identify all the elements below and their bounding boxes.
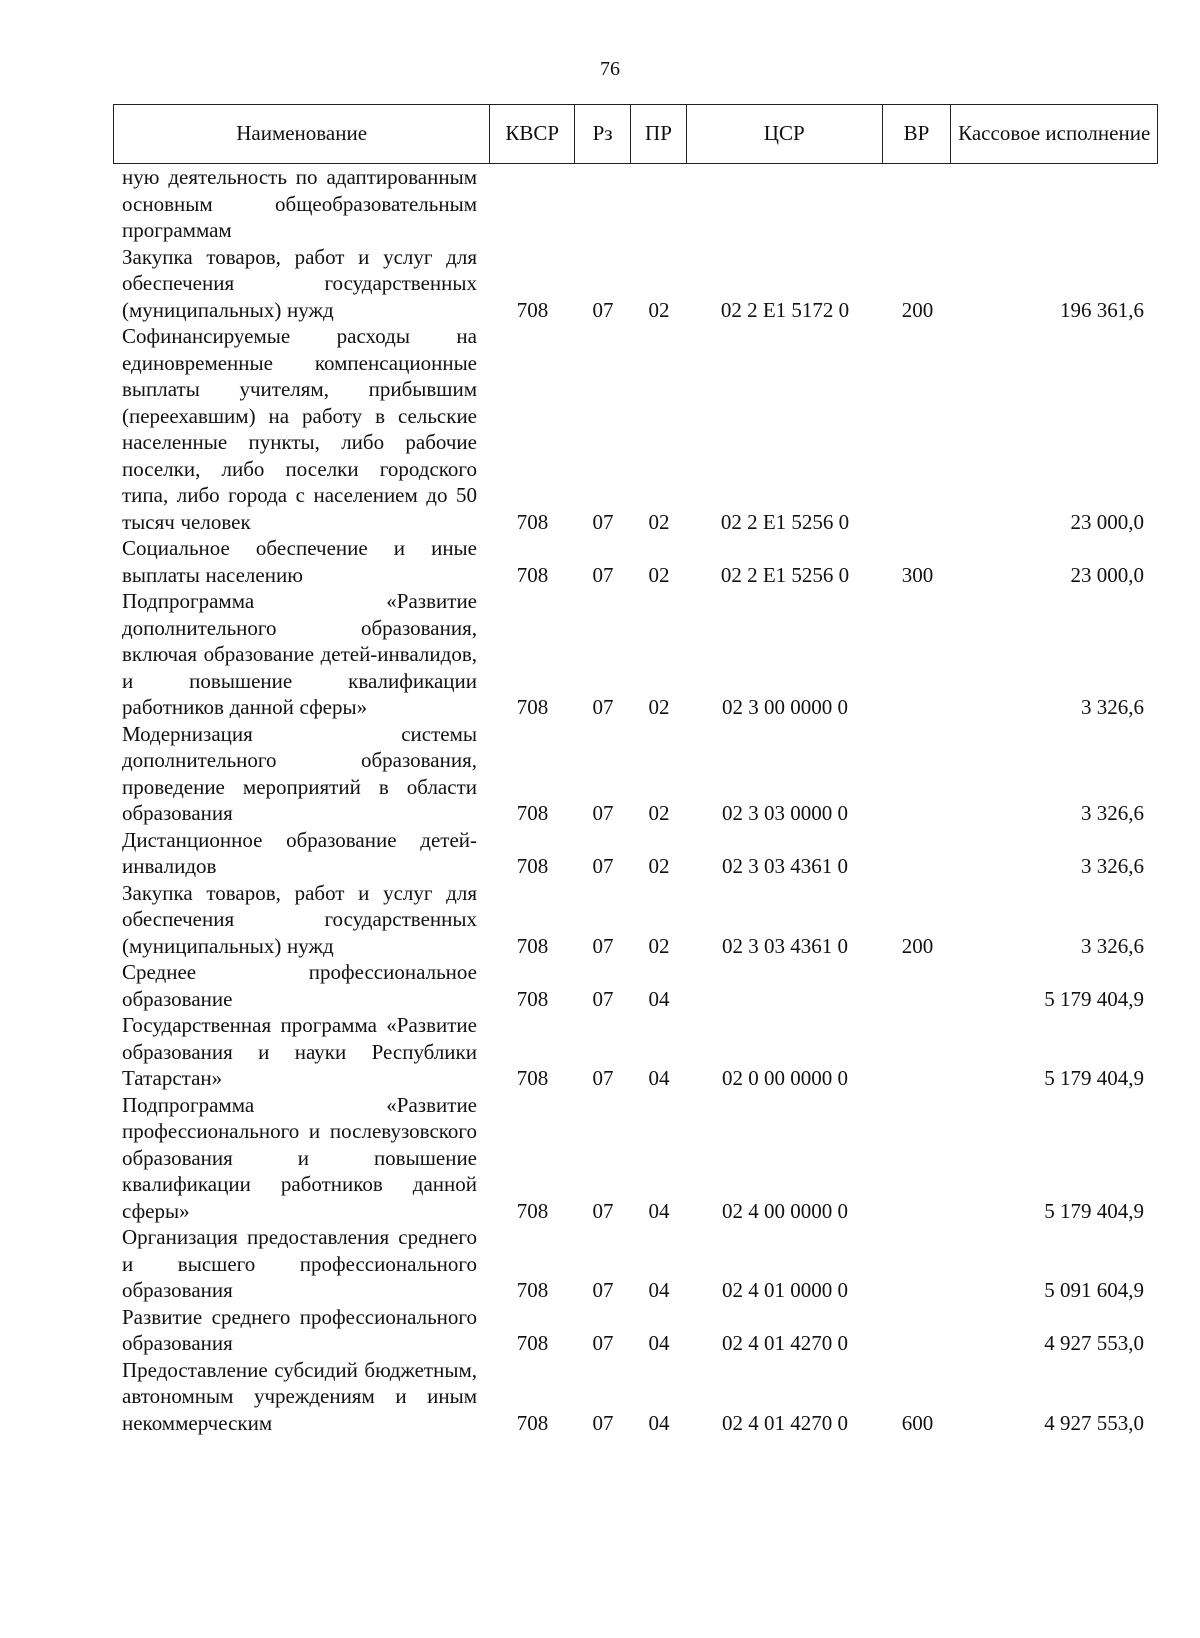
cell-pr: 04 [648,986,670,1011]
table-row [113,1224,1158,1304]
cell-kvsr: 708 [516,933,549,958]
cell-name: Организация предоставления среднего и высшего профессионального образования [122,1225,477,1302]
cell-sum: 3 326,6 [1081,854,1144,878]
table-row [113,1092,1158,1225]
cell-csr: 02 4 00 0000 0 [722,1198,848,1223]
cell-name: Среднее профессиональное образование [122,960,477,1011]
cell-pr: 04 [648,1410,670,1435]
cell-kvsr: 708 [516,297,549,322]
cell-sum: 23 000,0 [1070,562,1144,587]
table-header [113,104,1158,164]
cell-vr: 300 [901,562,934,587]
table-row [113,880,1158,960]
header-rz: Рз [575,105,631,163]
header-sum: Кассовое исполнение [958,121,1151,146]
header-pr: ПР [631,105,687,163]
cell-sum: 4 927 553,0 [1044,1331,1144,1355]
cell-sum: 3 326,6 [1081,933,1144,958]
table-row [113,959,1158,1012]
cell-vr: 600 [901,1410,934,1435]
cell-kvsr: 708 [516,1331,549,1355]
table-row [113,827,1158,880]
cell-rz: 07 [592,933,614,958]
cell-name: ную деятельность по адаптированным основным общеобразовательным программам [122,165,477,242]
cell-vr: 200 [901,297,934,322]
cell-csr: 02 3 03 0000 0 [722,801,848,825]
cell-kvsr: 708 [516,562,549,587]
table-body [113,164,1158,1436]
cell-sum: 23 000,0 [1070,509,1144,534]
cell-rz: 07 [592,1278,614,1302]
cell-pr: 02 [648,509,670,534]
cell-sum: 3 326,6 [1081,695,1144,719]
header-name: Наименование [114,105,490,163]
cell-sum: 5 179 404,9 [1044,1198,1144,1223]
cell-csr: 02 2 Е1 5172 0 [720,297,850,322]
cell-kvsr: 708 [516,1198,549,1223]
header-kvsr: КВСР [490,105,575,163]
cell-csr: 02 4 01 4270 0 [722,1410,848,1435]
cell-kvsr: 708 [516,1066,549,1090]
cell-name: Государственная программа «Развитие образования и науки Республики Татарстан» [122,1013,477,1090]
cell-rz: 07 [592,297,614,322]
cell-rz: 07 [592,1066,614,1090]
cell-name: Закупка товаров, работ и услуг для обеспечения государственных (муниципальных) нужд [122,244,477,322]
cell-csr: 02 0 00 0000 0 [722,1066,848,1090]
cell-kvsr: 708 [516,695,549,719]
cell-rz: 07 [592,986,614,1011]
cell-kvsr: 708 [516,1278,549,1302]
cell-sum: 3 326,6 [1081,801,1144,825]
cell-csr: 02 3 03 4361 0 [722,854,848,878]
cell-name: Развитие среднего профессионального образования [122,1304,477,1355]
cell-name: Дистанционное образование детей-инвалидов [122,827,477,878]
cell-name: Подпрограмма «Развитие профессионального и послевузовского образования и повышение квалификации работников данной сферы» [122,1092,477,1223]
cell-pr: 02 [648,933,670,958]
cell-csr: 02 3 03 4361 0 [722,933,848,958]
cell-name: Софинансируемые расходы на единовременные компенсационные выплаты учителям, прибывшим (переехавшим) на работу в сельские населенные пункты, либо рабочие поселки, либо поселки городского типа, либо города с населением до 50 тысяч человек [122,324,477,534]
table-row [113,1012,1158,1092]
cell-csr: 02 4 01 4270 0 [722,1331,848,1355]
cell-rz: 07 [592,1198,614,1223]
cell-csr: 02 4 01 0000 0 [722,1278,848,1302]
cell-pr: 04 [648,1198,670,1223]
table-row [113,244,1158,324]
cell-pr: 02 [648,801,670,825]
cell-kvsr: 708 [516,854,549,878]
table-row [113,164,1158,244]
cell-rz: 07 [592,854,614,878]
table-row [113,721,1158,827]
table-row [113,588,1158,721]
cell-sum: 5 179 404,9 [1044,986,1144,1011]
cell-sum: 4 927 553,0 [1044,1410,1144,1435]
cell-vr: 200 [901,933,934,958]
cell-pr: 04 [648,1278,670,1302]
cell-csr: 02 2 Е1 5256 0 [720,509,850,534]
cell-rz: 07 [592,509,614,534]
table-row [113,535,1158,588]
header-csr: ЦСР [687,105,883,163]
header-vr: ВР [883,105,952,163]
cell-pr: 02 [648,562,670,587]
table-row [113,323,1158,535]
cell-kvsr: 708 [516,986,549,1011]
cell-csr: 02 2 Е1 5256 0 [720,562,850,587]
cell-name: Подпрограмма «Развитие дополнительного образования, включая образование детей-инвалидов, и повышение квалификации работников данной сферы» [122,589,477,719]
cell-name: Социальное обеспечение и иные выплаты населению [122,536,477,587]
cell-name: Закупка товаров, работ и услуг для обеспечения государственных (муниципальных) нужд [122,880,477,958]
cell-csr: 02 3 00 0000 0 [722,695,848,719]
cell-pr: 02 [648,854,670,878]
cell-kvsr: 708 [516,1410,549,1435]
cell-kvsr: 708 [516,801,549,825]
cell-pr: 04 [648,1066,670,1090]
cell-rz: 07 [592,695,614,719]
table-row [113,1357,1158,1437]
cell-rz: 07 [592,562,614,587]
page-number: 76 [600,58,620,80]
cell-rz: 07 [592,801,614,825]
cell-sum: 5 091 604,9 [1044,1278,1144,1302]
cell-sum: 5 179 404,9 [1044,1066,1144,1090]
cell-pr: 02 [648,695,670,719]
cell-sum: 196 361,6 [1060,297,1144,322]
table-row [113,1304,1158,1357]
cell-name: Модернизация системы дополнительного образования, проведение мероприятий в области образования [122,721,477,825]
cell-rz: 07 [592,1410,614,1435]
cell-pr: 04 [648,1331,670,1355]
cell-kvsr: 708 [516,509,549,534]
cell-name: Предоставление субсидий бюджетным, автономным учреждениям и иным некоммерческим [122,1357,477,1435]
cell-rz: 07 [592,1331,614,1355]
cell-pr: 02 [648,297,670,322]
